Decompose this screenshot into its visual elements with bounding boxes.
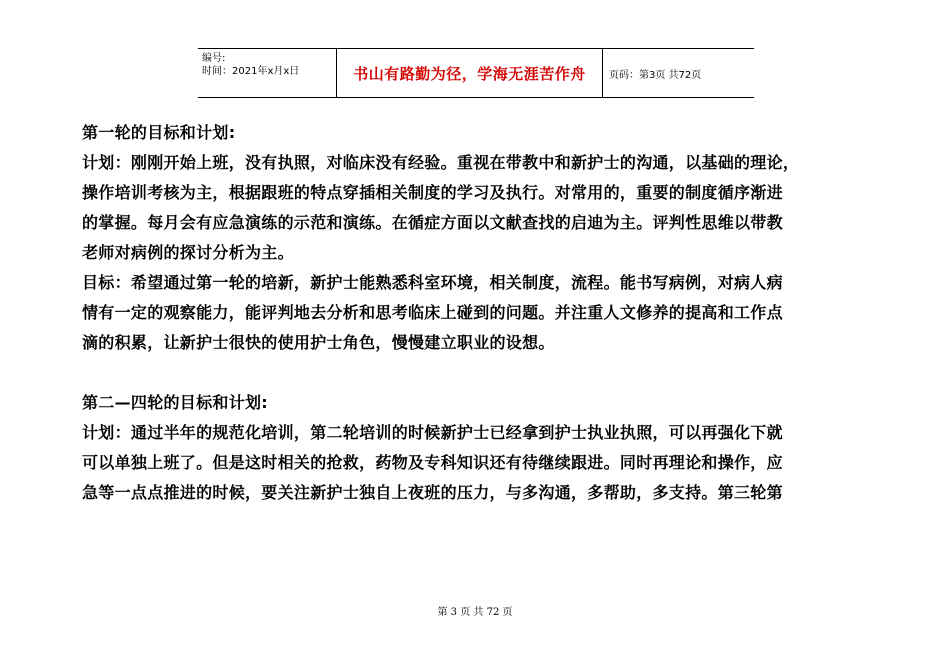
- section2-plan-line: 计划：通过半年的规范化培训，第二轮培训的时候新护士已经拿到护士执业执照，可以再强化下就: [82, 423, 783, 442]
- section1-goal-line: 目标：希望通过第一轮的培新，新护士能熟悉科室环境，相关制度，流程。能书写病例，对病人病: [82, 273, 783, 292]
- section1-plan-line: 的掌握。每月会有应急演练的示范和演练。在循症方面以文献查找的启迪为主。评判性思维以带教: [82, 213, 783, 232]
- section1-goal-line: 情有一定的观察能力，能评判地去分析和思考临床上碰到的问题。并注重人文修养的提高和工作点: [82, 303, 783, 322]
- time-label: 时间：2021年x月x日: [202, 66, 300, 77]
- header-meta-cell: [198, 49, 337, 97]
- section1-title: 第一轮的目标和计划:: [82, 123, 236, 142]
- footer-page-number: 第 3 页 共 72 页: [437, 607, 513, 618]
- section1-plan-line: 老师对病例的探讨分析为主。: [82, 243, 294, 262]
- section2-title: 第二—四轮的目标和计划:: [82, 393, 268, 412]
- page-footer: [0, 603, 950, 618]
- section2-plan-line: 急等一点点推进的时候，要关注新护士独自上夜班的压力，与多沟通，多帮助，多支持。第三轮第: [82, 483, 783, 502]
- section1-plan-line: 计划：刚刚开始上班，没有执照，对临床没有经验。重视在带教中和新护士的沟通，以基础的理论，: [82, 153, 800, 172]
- section1-plan-line: 操作培训考核为主，根据跟班的特点穿插相关制度的学习及执行。对常用的，重要的制度循序渐进: [82, 183, 783, 202]
- page-code: 页码：第3页 共72页: [609, 69, 702, 81]
- document-header: [198, 48, 754, 98]
- section2-plan-line: 可以单独上班了。但是这时相关的抢救，药物及专科知识还有待继续跟进。同时再理论和操作，应: [82, 453, 783, 472]
- page-code-cell: [603, 49, 754, 97]
- number-label: 编号:: [202, 53, 226, 64]
- document-body: [82, 118, 882, 508]
- motto-text: 书山有路勤为径，学海无涯苦作舟: [353, 64, 586, 83]
- section1-goal-line: 滴的积累，让新护士很快的使用护士角色，慢慢建立职业的设想。: [82, 333, 555, 352]
- paragraph-gap: [82, 358, 882, 388]
- motto-cell: [337, 49, 603, 97]
